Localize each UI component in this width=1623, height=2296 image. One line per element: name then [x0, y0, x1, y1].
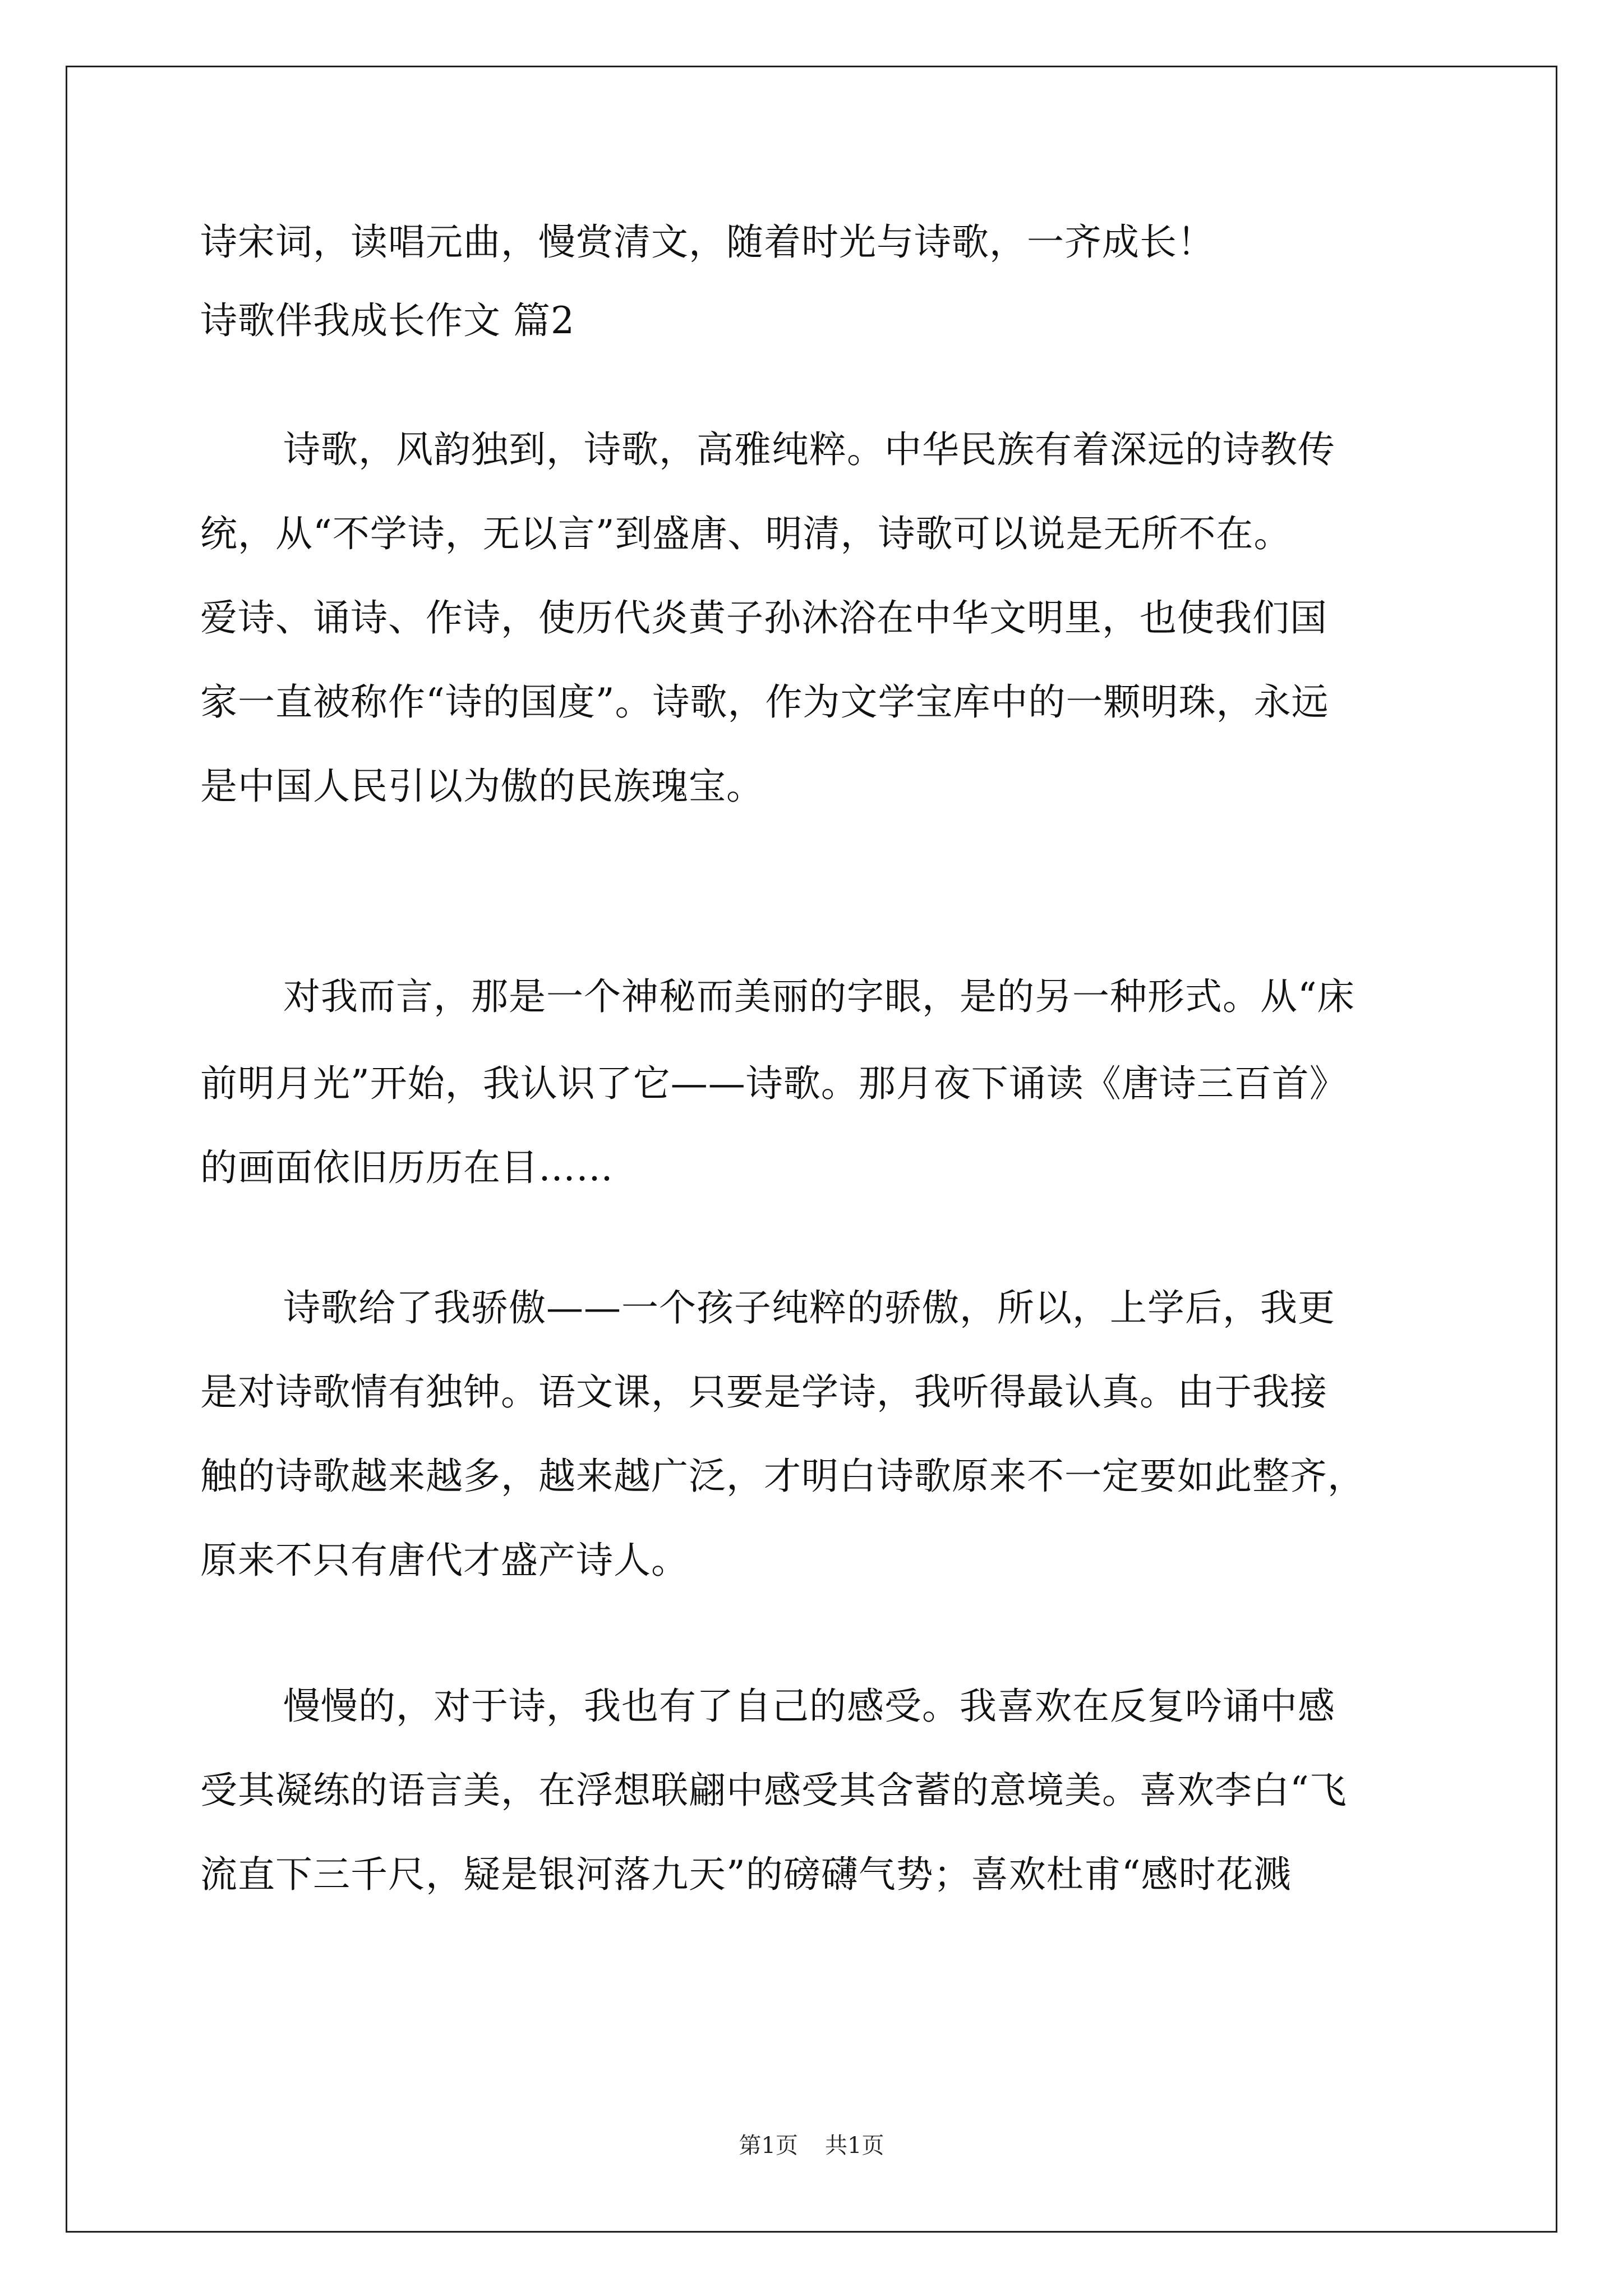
text-line: 诗宋词，读唱元曲，慢赏清文，随着时光与诗歌，一齐成长！	[200, 220, 1215, 264]
text-line: 诗歌给了我骄傲——一个孩子纯粹的骄傲，所以，上学后，我更	[283, 1286, 1335, 1329]
text-line: 原来不只有唐代才盛产诗人。	[200, 1539, 689, 1582]
text-line: 触的诗歌越来越多，越来越广泛，才明白诗歌原来不一定要如此整齐，	[200, 1455, 1365, 1498]
text-line: 流直下三千尺，疑是银河落九天”的磅礴气势；喜欢杜甫“感时花溅	[200, 1853, 1292, 1896]
text-line: 对我而言，那是一个神秘而美丽的字眼，是的另一种形式。从“床	[283, 975, 1355, 1018]
text-line: 爱诗、诵诗、作诗，使历代炎黄子孙沐浴在中华文明里，也使我们国	[200, 596, 1327, 639]
text-line: 前明月光”开始，我认识了它——诗歌。那月夜下诵读《唐诗三百首》	[200, 1062, 1347, 1105]
page-footer	[0, 2132, 1623, 2160]
text-line: 统，从“不学诗，无以言”到盛唐、明清，诗歌可以说是无所不在。	[200, 512, 1292, 555]
text-line: 慢慢的，对于诗，我也有了自己的感受。我喜欢在反复吟诵中感	[283, 1685, 1335, 1728]
page-total: 共1页	[825, 2133, 884, 2159]
section-heading: 诗歌伴我成长作文 篇2	[200, 299, 575, 342]
text-line: 是中国人民引以为傲的民族瑰宝。	[200, 765, 764, 808]
text-line: 受其凝练的语言美，在浮想联翩中感受其含蓄的意境美。喜欢李白“飞	[200, 1769, 1347, 1812]
text-line: 诗歌，风韵独到，诗歌，高雅纯粹。中华民族有着深远的诗教传	[283, 428, 1335, 471]
text-line: 的画面依旧历历在目……	[200, 1146, 614, 1189]
text-line: 是对诗歌情有独钟。语文课，只要是学诗，我听得最认真。由于我接	[200, 1370, 1327, 1414]
page-number: 第1页	[739, 2133, 798, 2159]
text-line: 家一直被称作“诗的国度”。诗歌，作为文学宝库中的一颗明珠，永远	[200, 680, 1329, 724]
